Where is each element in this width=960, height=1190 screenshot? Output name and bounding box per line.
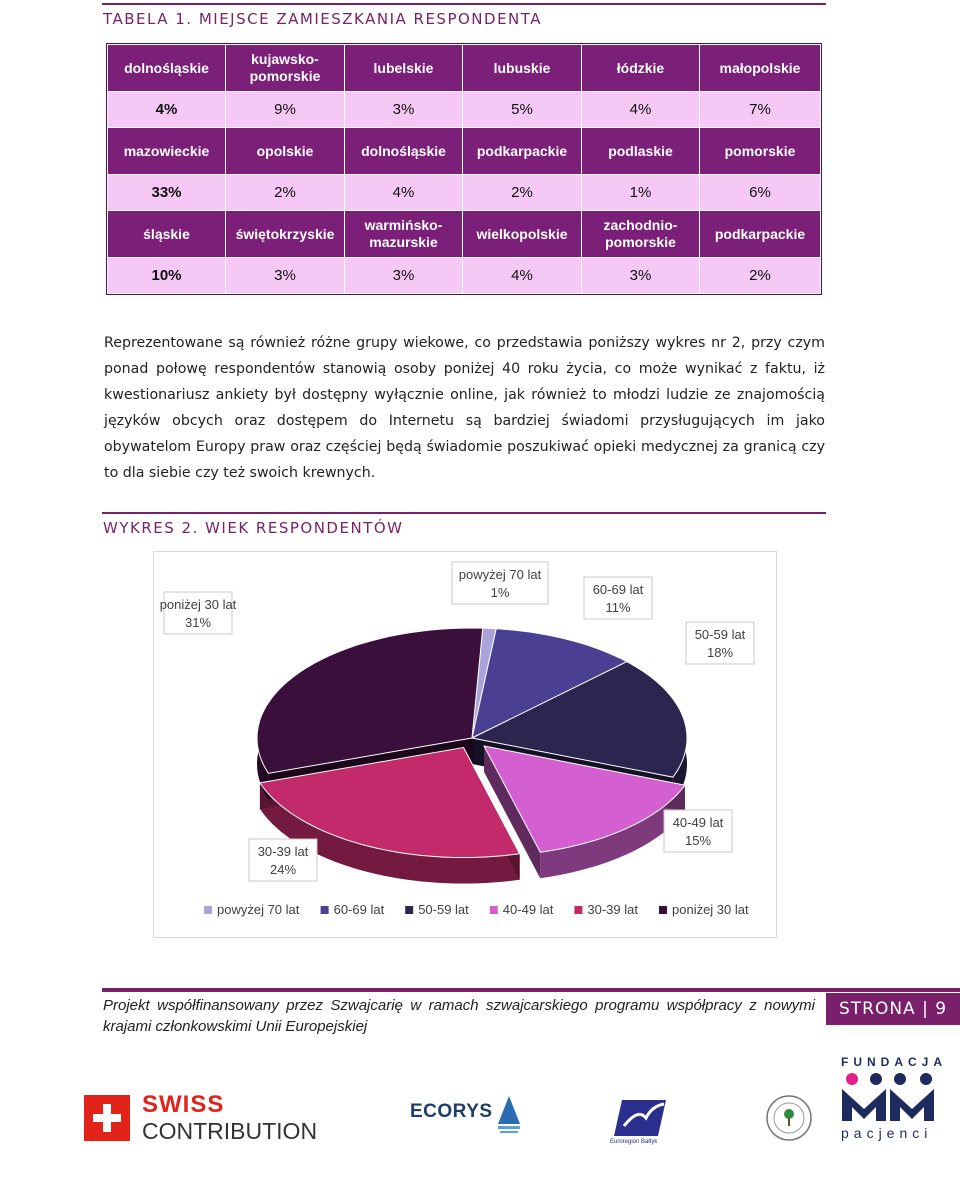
data-label-category: 60-69 lat — [592, 582, 644, 597]
region-value-cell: 2% — [463, 175, 582, 211]
region-header-cell: śląskie — [108, 211, 226, 258]
data-label-box — [160, 592, 237, 634]
body-paragraph: Reprezentowane są również różne grupy wiekowe, co przedstawia poniższy wykres nr 2, przy czym ponad połowę respondentów stanowią osoby poniżej 40 roku życia, co może wynikać z faktu, iż kwestionariusz ankiety był dostępny wyłącznie online, jak również to młodzi ludzie ze znajomością języków obcych oraz dostępem do Internetu są bardziej świadomi przysługujących im jako obywatelom Europy praw oraz częściej będą świadomie poszukiwać opieki medycznej za granicą czy to dla siebie czy też swoich krewnych. — [104, 335, 825, 481]
footer-rule — [102, 988, 960, 992]
data-label-value: 1% — [490, 585, 510, 600]
region-header-cell: podkarpackie — [463, 128, 582, 175]
residence-table — [107, 44, 821, 294]
legend-swatch — [659, 906, 667, 914]
region-header-cell: opolskie — [226, 128, 345, 175]
seal-icon — [765, 1094, 813, 1142]
region-value-cell: 2% — [700, 258, 821, 294]
region-value-cell: 4% — [582, 92, 700, 128]
swiss-flag-icon — [84, 1095, 130, 1141]
region-header-cell: mazowieckie — [108, 128, 226, 175]
legend-label: 30-39 lat — [587, 902, 638, 917]
chart-caption: WYKRES 2. WIEK RESPONDENTÓW — [103, 519, 404, 537]
region-value-cell: 10% — [108, 258, 226, 294]
data-label-category: poniżej 30 lat — [159, 597, 237, 612]
data-label-value: 31% — [184, 615, 212, 630]
region-value-cell: 3% — [345, 92, 463, 128]
pacjenci-label: pacjenci — [841, 1125, 933, 1141]
region-value-cell: 3% — [345, 258, 463, 294]
data-label-category: 50-59 lat — [694, 627, 746, 642]
region-value-cell: 3% — [226, 258, 345, 294]
fundacja-mm-pacjenci-logo — [838, 1055, 948, 1150]
data-label-category: 40-49 lat — [672, 815, 724, 830]
data-label-category: powyżej 70 lat — [458, 567, 542, 582]
legend-label: 50-59 lat — [418, 902, 469, 917]
swiss-logo-line1: SWISS — [142, 1091, 225, 1118]
data-label-box — [452, 562, 548, 604]
legend-label: poniżej 30 lat — [672, 902, 749, 917]
top-rule — [102, 3, 826, 5]
data-label-value: 15% — [684, 833, 712, 848]
region-value-cell: 2% — [226, 175, 345, 211]
region-header-cell: lubuskie — [463, 45, 582, 92]
region-header-cell: dolnośląskie — [345, 128, 463, 175]
age-pie-chart — [154, 552, 776, 937]
chart-rule — [102, 512, 826, 514]
region-header-cell: podkarpackie — [700, 211, 821, 258]
legend-swatch — [405, 906, 413, 914]
legend-swatch — [574, 906, 582, 914]
region-header-cell: małopolskie — [700, 45, 821, 92]
fundacja-seal-logo — [765, 1094, 813, 1142]
region-header-cell: pomorskie — [700, 128, 821, 175]
data-label-box — [584, 577, 652, 619]
region-value-cell: 9% — [226, 92, 345, 128]
ecorys-text: ECORYS — [410, 1101, 493, 1122]
mm-figures-icon — [838, 1071, 942, 1123]
region-header-cell: lubelskie — [345, 45, 463, 92]
region-value-cell: 5% — [463, 92, 582, 128]
legend-label: 40-49 lat — [502, 902, 554, 917]
region-value-cell: 1% — [582, 175, 700, 211]
legend-label: powyżej 70 lat — [217, 902, 300, 917]
legend-swatch — [490, 906, 498, 914]
table-caption: TABELA 1. MIEJSCE ZAMIESZKANIA RESPONDENTA — [103, 10, 543, 28]
data-label-category: 30-39 lat — [257, 844, 309, 859]
region-header-cell: kujawsko-pomorskie — [226, 45, 345, 92]
region-header-cell: dolnośląskie — [108, 45, 226, 92]
region-header-cell: zachodnio-pomorskie — [582, 211, 700, 258]
data-label-box — [686, 622, 754, 664]
data-label-value: 11% — [605, 600, 631, 615]
region-header-cell: wielkopolskie — [463, 211, 582, 258]
region-value-cell: 4% — [108, 92, 226, 128]
data-label-value: 18% — [706, 645, 734, 660]
ecorys-logo — [410, 1094, 520, 1134]
swiss-contribution-logo — [84, 1093, 319, 1145]
euroregion-baltyk-logo — [610, 1096, 670, 1146]
data-label-box — [664, 810, 732, 852]
region-value-cell: 7% — [700, 92, 821, 128]
seagull-icon — [610, 1096, 670, 1140]
legend-label: 60-69 lat — [333, 902, 385, 917]
legend-swatch — [321, 906, 329, 914]
region-value-cell: 4% — [345, 175, 463, 211]
region-value-cell: 33% — [108, 175, 226, 211]
footer-funding-text: Projekt współfinansowany przez Szwajcarię w ramach szwajcarskiego programu współpracy z nowymi krajami członkowskimi Unii Europejskiej — [103, 997, 815, 1035]
euroregion-text: Euroregion Bałtyk — [610, 1139, 658, 1145]
region-header-cell: łódzkie — [582, 45, 700, 92]
region-value-cell: 6% — [700, 175, 821, 211]
region-header-cell: świętokrzyskie — [226, 211, 345, 258]
region-value-cell: 4% — [463, 258, 582, 294]
ecorys-sail-icon — [496, 1094, 522, 1134]
region-header-cell: warmińsko-mazurskie — [345, 211, 463, 258]
data-label-value: 24% — [269, 862, 297, 877]
legend-swatch — [204, 906, 212, 914]
region-header-cell: podlaskie — [582, 128, 700, 175]
fundacja-label: FUNDACJA — [841, 1055, 947, 1069]
chart-frame — [153, 551, 777, 938]
swiss-logo-line2: CONTRIBUTION — [142, 1118, 318, 1144]
region-value-cell: 3% — [582, 258, 700, 294]
page-number: STRONA | 9 — [826, 993, 960, 1025]
data-label-box — [249, 839, 317, 881]
